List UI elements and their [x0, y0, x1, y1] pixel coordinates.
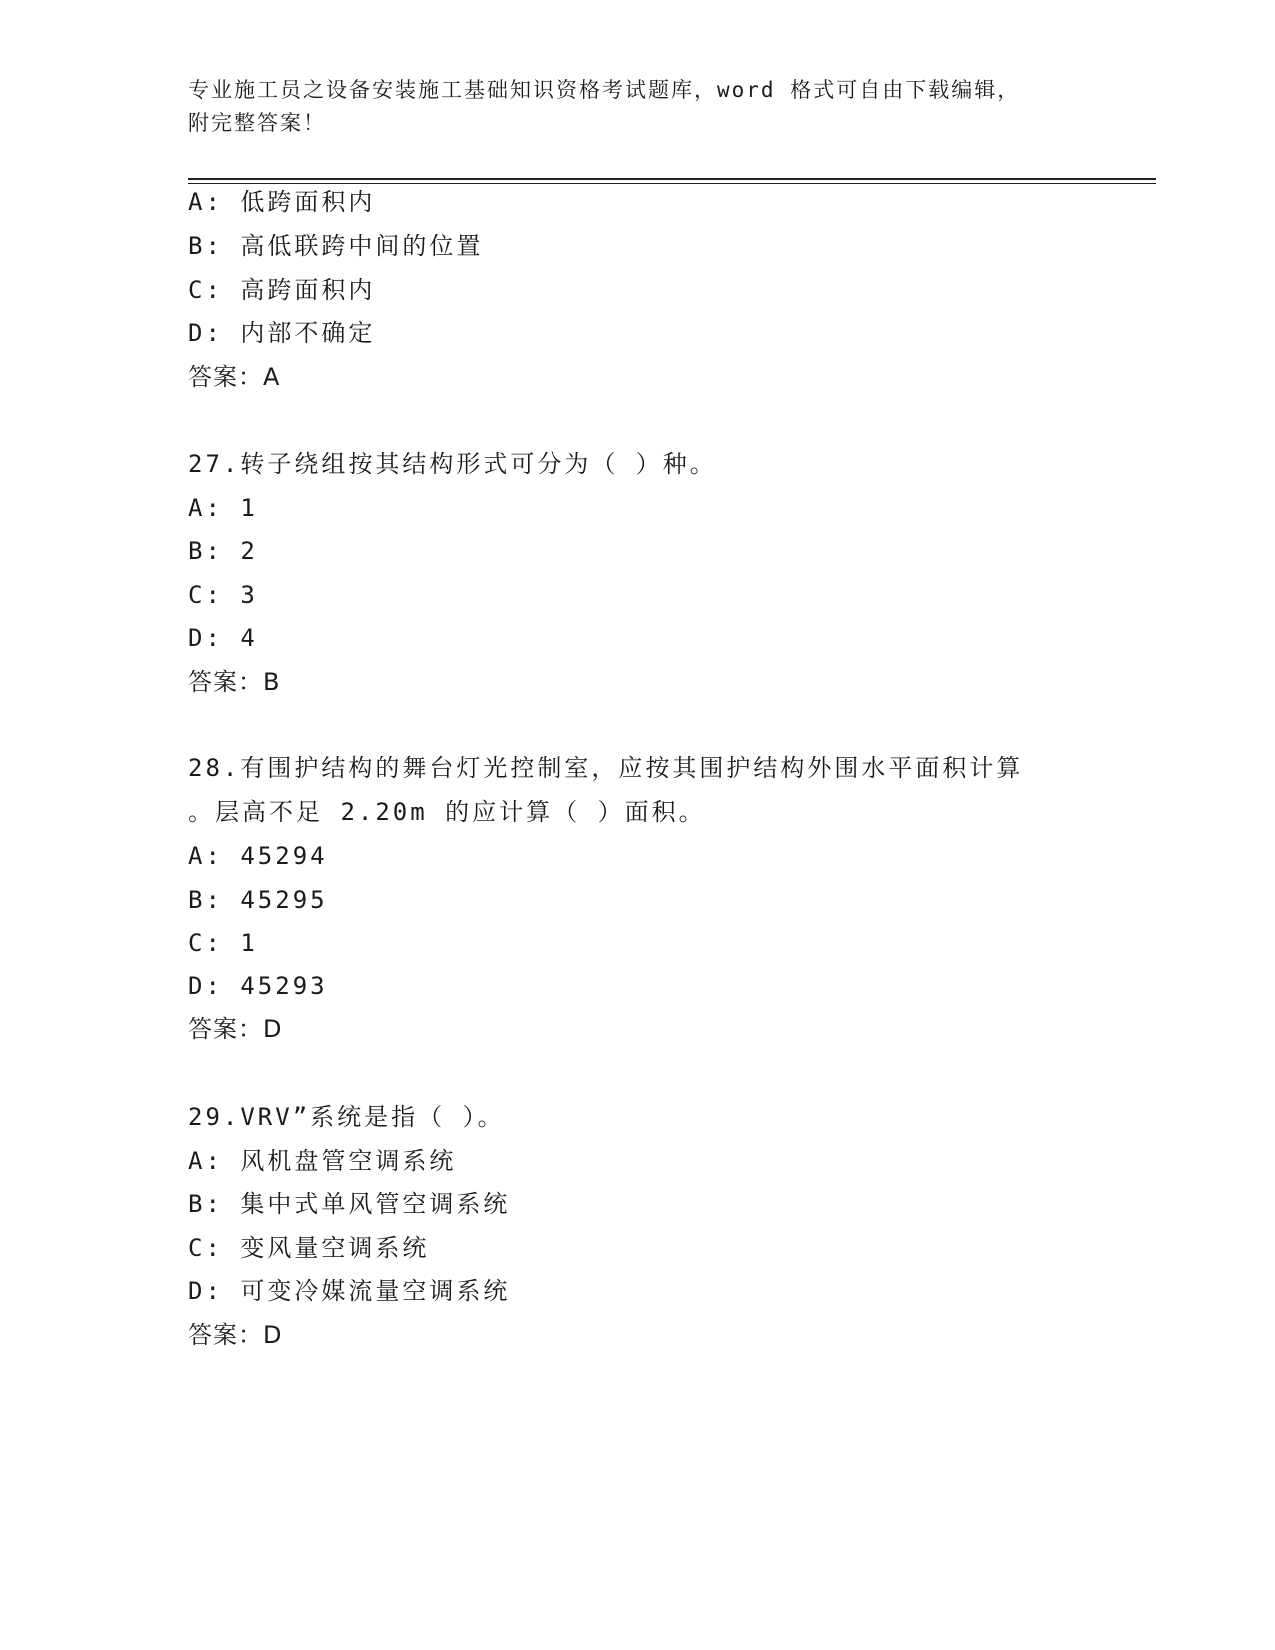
option-c: C: 高跨面积内 — [188, 276, 376, 304]
header-line-1: 专业施工员之设备安装施工基础知识资格考试题库，word 格式可自由下载编辑， — [188, 78, 1021, 102]
option-b: B: 45295 — [188, 886, 328, 914]
question-stem-continued: 。层高不足 2.20m 的应计算（ ）面积。 — [188, 798, 706, 826]
answer: 答案：B — [188, 668, 281, 696]
header-line-2: 附完整答案！ — [188, 111, 326, 135]
answer: 答案：D — [188, 1321, 283, 1349]
option-b: B: 高低联跨中间的位置 — [188, 232, 484, 260]
option-d: D: 4 — [188, 624, 258, 652]
option-d: D: 可变冷媒流量空调系统 — [188, 1277, 511, 1305]
answer: 答案：D — [188, 1015, 283, 1043]
question-stem: 28.有围护结构的舞台灯光控制室，应按其围护结构外围水平面积计算 — [188, 754, 1024, 782]
option-c: C: 3 — [188, 581, 258, 609]
question-stem: 27.转子绕组按其结构形式可分为（ ）种。 — [188, 450, 717, 478]
option-d: D: 45293 — [188, 972, 328, 1000]
option-d: D: 内部不确定 — [188, 319, 376, 347]
header-divider — [188, 178, 1156, 184]
option-a: A: 风机盘管空调系统 — [188, 1147, 457, 1175]
document-header — [188, 74, 1088, 140]
option-a: A: 低跨面积内 — [188, 188, 376, 216]
option-a: A: 1 — [188, 494, 258, 522]
question-stem: 29.VRV”系统是指（ ）。 — [188, 1103, 505, 1131]
option-c: C: 变风量空调系统 — [188, 1234, 430, 1262]
option-a: A: 45294 — [188, 842, 328, 870]
option-b: B: 集中式单风管空调系统 — [188, 1190, 511, 1218]
answer: 答案：A — [188, 363, 281, 391]
option-b: B: 2 — [188, 537, 258, 565]
option-c: C: 1 — [188, 929, 258, 957]
